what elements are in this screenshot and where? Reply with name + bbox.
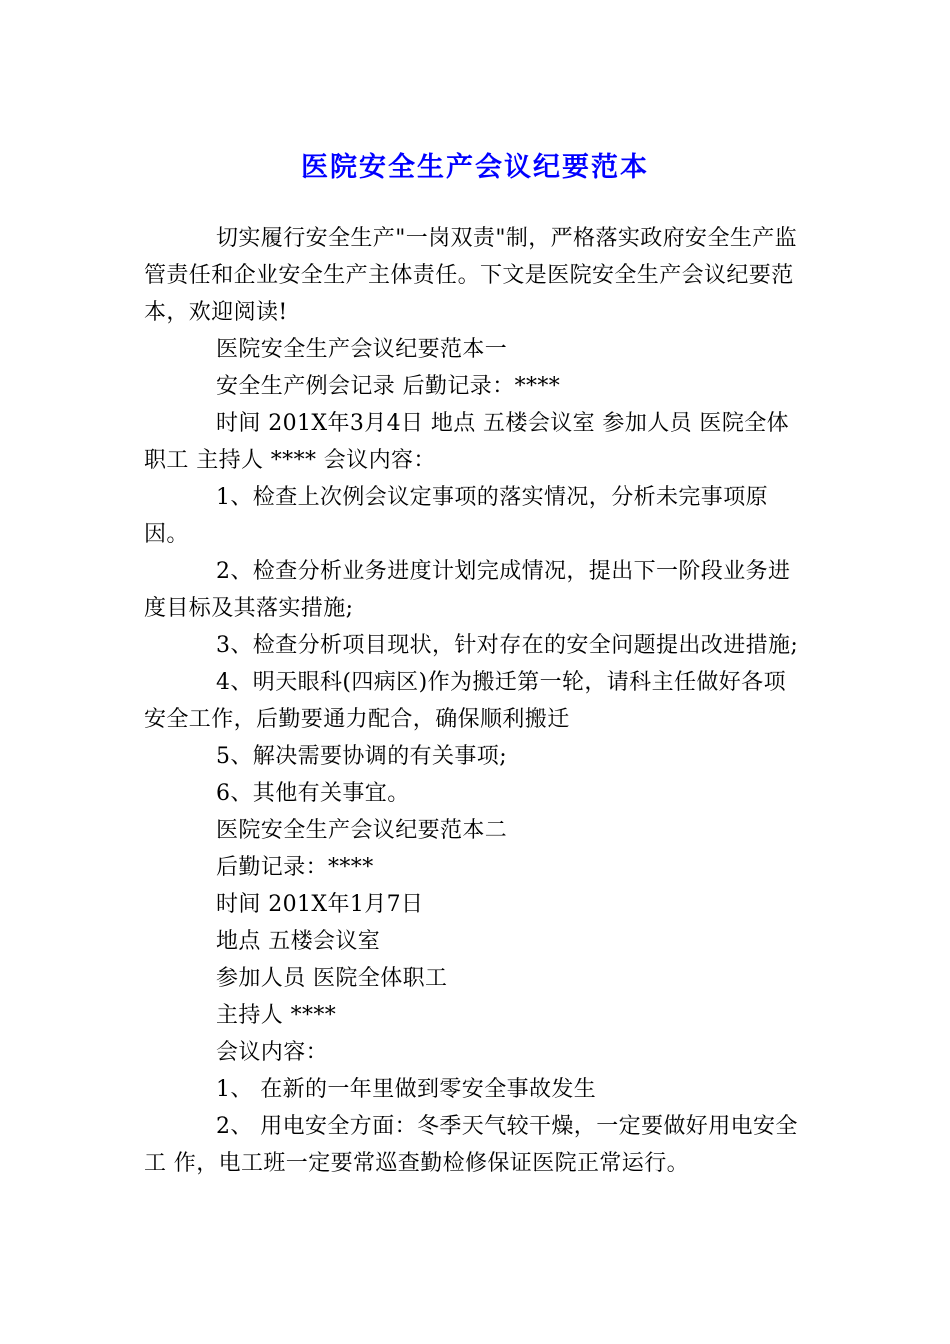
meeting-host: 主持人 **** [216, 1003, 337, 1028]
agenda-item-1: 1、检查上次例会议定事项的落实情况，分析未完事项原因。 [144, 485, 768, 547]
record-line: 安全生产例会记录 后勤记录：**** [216, 374, 561, 399]
document-body [144, 220, 806, 1182]
agenda-item-2: 2、检查分析业务进度计划完成情况，提出下一阶段业务进度目标及其落实措施; [144, 559, 791, 621]
agenda-item-4: 4、明天眼科(四病区)作为搬迁第一轮，请科主任做好各项安全工作，后勤要通力配合，确保顺利搬迁 [144, 670, 786, 732]
agenda-item-6: 6、其他有关事宜。 [216, 781, 410, 806]
record-line-2: 后勤记录：**** [216, 855, 374, 880]
section-heading-template-1: 医院安全生产会议纪要范本一 [216, 337, 508, 362]
meeting-attendees: 参加人员 医院全体职工 [216, 966, 448, 991]
meeting-info: 时间 201X年3月4日 地点 五楼会议室 参加人员 医院全体职工 主持人 **** 会议内容： [144, 411, 790, 473]
document-title: 医院安全生产会议纪要范本 [301, 152, 649, 184]
meeting-time: 时间 201X年1月7日 [216, 892, 424, 917]
section-heading-template-2: 医院安全生产会议纪要范本二 [216, 818, 508, 843]
content-item-1: 1、 在新的一年里做到零安全事故发生 [216, 1077, 597, 1102]
intro-paragraph: 切实履行安全生产"一岗双责"制，严格落实政府安全生产监管责任和企业安全生产主体责任。下文是医院安全生产会议纪要范本，欢迎阅读! [144, 226, 798, 325]
agenda-item-5: 5、解决需要协调的有关事项; [216, 744, 508, 769]
agenda-item-3: 3、检查分析项目现状，针对存在的安全问题提出改进措施; [216, 633, 799, 658]
content-item-2: 2、 用电安全方面：冬季天气较干燥，一定要做好用电安全工 作，电工班一定要常巡查勤检修保证医院正常运行。 [144, 1114, 798, 1176]
meeting-content-label: 会议内容： [216, 1040, 329, 1065]
meeting-location: 地点 五楼会议室 [216, 929, 381, 954]
